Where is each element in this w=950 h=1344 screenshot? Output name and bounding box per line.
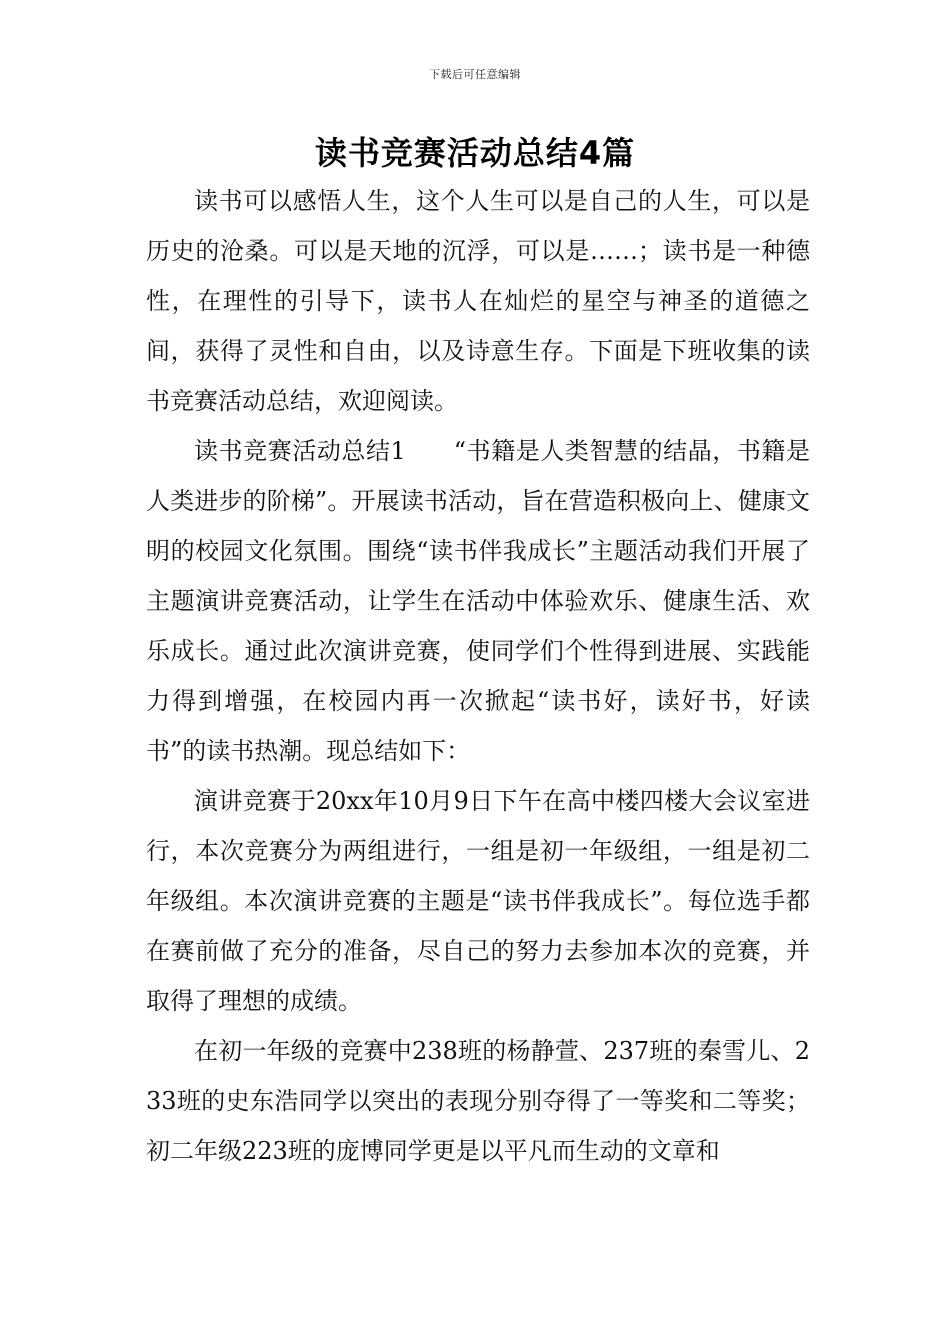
document-body: [146, 176, 810, 1176]
intro-paragraph: 读书可以感悟人生，这个人生可以是自己的人生，可以是历史的沧桑。可以是天地的沉浮，可以是……；读书是一种德性，在理性的引导下，读书人在灿烂的星空与神圣的道德之间，获得了灵性和自由，以及诗意生存。下面是下班收集的读书竞赛活动总结，欢迎阅读。: [146, 187, 810, 415]
section-1-paragraph: [146, 426, 810, 776]
results-paragraph: 在初一年级的竞赛中238班的杨静萱、237班的秦雪儿、233班的史东浩同学以突出的表现分别夺得了一等奖和二等奖；初二年级223班的庞博同学更是以平凡而生动的文章和: [146, 1037, 810, 1165]
document-title: 读书竞赛活动总结4篇: [314, 134, 636, 172]
section-1-text: “书籍是人类智慧的结晶，书籍是人类进步的阶梯”。开展读书活动，旨在营造积极向上、健康文明的校园文化氛围。围绕“读书伴我成长”主题活动我们开展了主题演讲竞赛活动，让学生在活动中体验欢乐、健康生活、欢乐成长。通过此次演讲竞赛，使同学们个性得到进展、实践能力得到增强，在校园内再一次掀起“读书好，读好书，好读书”的读书热潮。现总结如下：: [146, 437, 810, 765]
section-heading: 读书竞赛活动总结1: [194, 437, 406, 465]
header-note: 下载后可任意编辑: [429, 68, 521, 81]
competition-details-paragraph: 演讲竞赛于20xx年10月9日下午在高中楼四楼大会议室进行，本次竞赛分为两组进行，一组是初一年级组，一组是初二年级组。本次演讲竞赛的主题是“读书伴我成长”。每位选手都在赛前做了充分的准备，尽自己的努力去参加本次的竞赛，并取得了理想的成绩。: [146, 787, 810, 1015]
